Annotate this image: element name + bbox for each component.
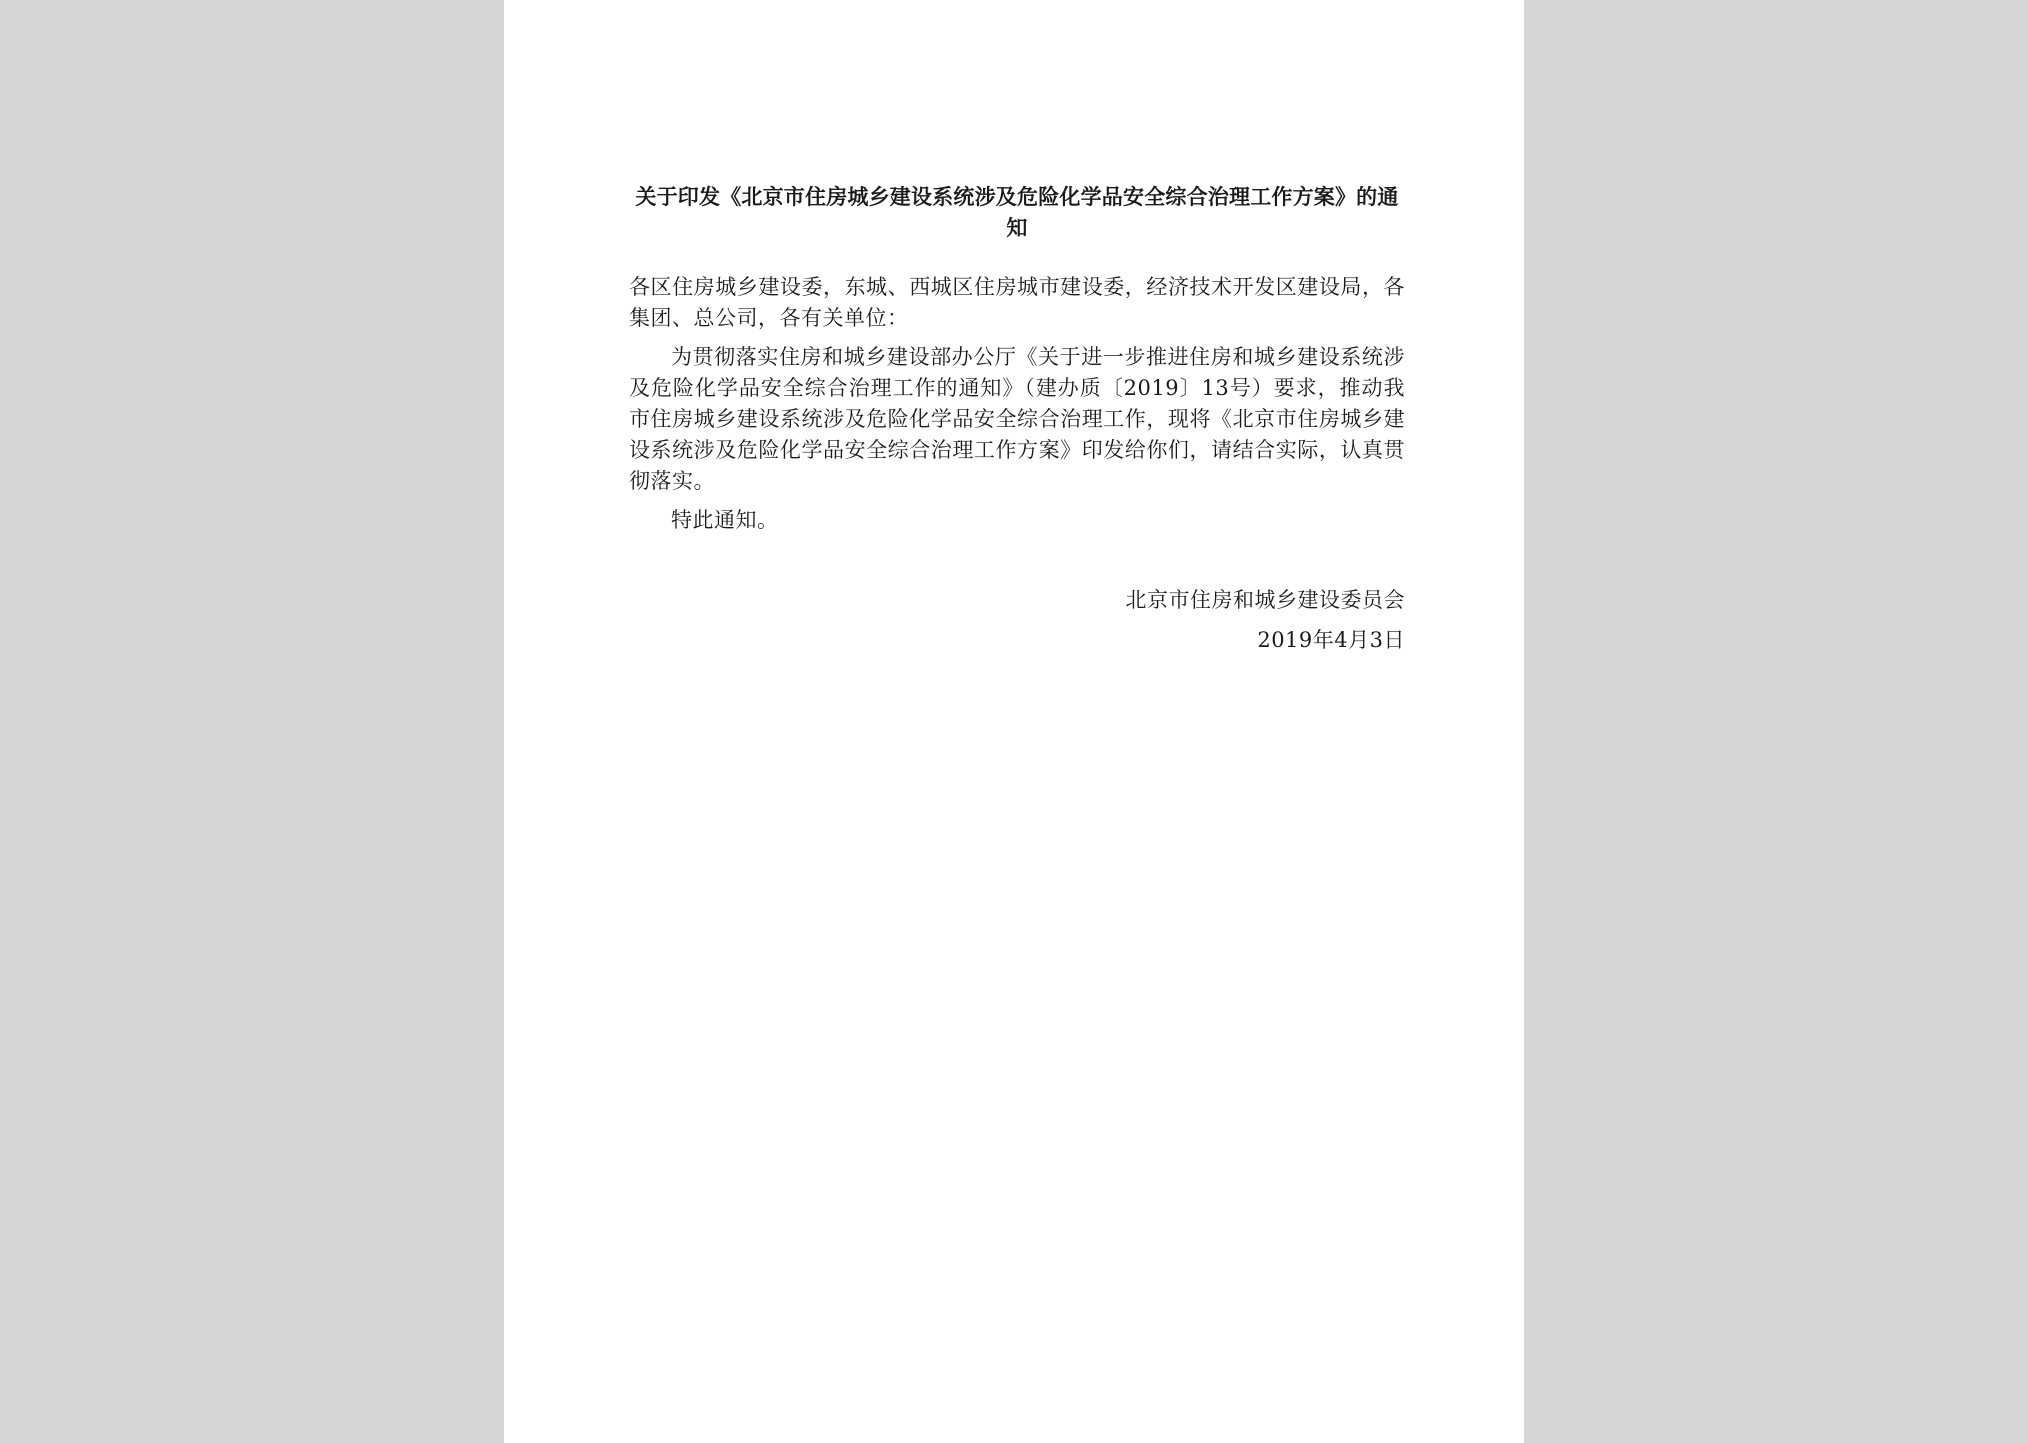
salutation: 各区住房城乡建设委，东城、西城区住房城市建设委，经济技术开发区建设局，各集团、总公司，各有关单位： bbox=[629, 275, 1405, 330]
page-content bbox=[629, 182, 1405, 660]
document-title: 关于印发《北京市住房城乡建设系统涉及危险化学品安全综合治理工作方案》的通知 bbox=[635, 185, 1399, 240]
body-paragraph: 为贯彻落实住房和城乡建设部办公厅《关于进一步推进住房和城乡建设系统涉及危险化学品安全综合治理工作的通知》（建办质〔2019〕13号）要求，推动我市住房城乡建设系统涉及危险化学品安全综合治理工作，现将《北京市住房城乡建设系统涉及危险化学品安全综合治理工作方案》印发给你们，请结合实际，认真贯彻落实。 bbox=[629, 345, 1405, 493]
signature-org: 北京市住房和城乡建设委员会 bbox=[1125, 588, 1405, 612]
document-page bbox=[504, 0, 1524, 1443]
closing-line: 特此通知。 bbox=[671, 508, 779, 532]
signature-block bbox=[629, 580, 1405, 660]
signature-date: 2019年4月3日 bbox=[1257, 628, 1405, 652]
